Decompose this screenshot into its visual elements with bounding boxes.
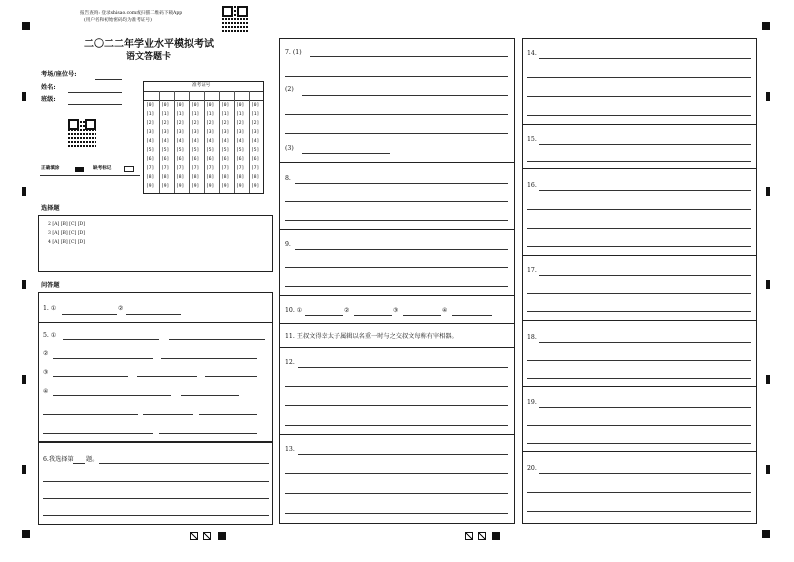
exam-id-digit-bubble[interactable]: [1] bbox=[161, 112, 170, 117]
exam-id-digit-bubble[interactable]: [9] bbox=[161, 184, 170, 189]
exam-id-digit-bubble[interactable]: [7] bbox=[206, 166, 215, 171]
answer-line[interactable] bbox=[527, 360, 751, 361]
exam-id-digit-bubble[interactable]: [4] bbox=[146, 139, 155, 144]
answer-line[interactable] bbox=[199, 414, 257, 415]
page-code-slash-icon bbox=[478, 532, 486, 540]
qa-section-title: 问答题 bbox=[41, 282, 60, 289]
exam-id-digit-bubble[interactable]: [2] bbox=[206, 121, 215, 126]
exam-id-digit-bubble[interactable]: [7] bbox=[146, 166, 155, 171]
q8-label: 8. bbox=[285, 175, 291, 182]
answer-line[interactable] bbox=[527, 96, 751, 97]
page-code-slash-icon bbox=[190, 532, 198, 540]
qr-code-icon bbox=[222, 6, 248, 32]
exam-id-digit-bubble[interactable]: [1] bbox=[191, 112, 200, 117]
answer-box-q12[interactable] bbox=[279, 347, 515, 435]
class-label: 班级: bbox=[41, 96, 56, 103]
exam-id-digit-bubble[interactable]: [4] bbox=[221, 139, 230, 144]
page-code-block bbox=[218, 532, 226, 540]
answer-line[interactable] bbox=[285, 114, 508, 115]
exam-id-digit-bubble[interactable]: [6] bbox=[146, 157, 155, 162]
exam-id-digit-bubble[interactable]: [2] bbox=[251, 121, 260, 126]
answer-line[interactable] bbox=[285, 386, 508, 387]
q5-part4-label: ④ bbox=[43, 388, 49, 395]
answer-box-q5[interactable] bbox=[38, 322, 273, 442]
correct-fill-label: 正确填涂 bbox=[41, 166, 60, 171]
q6-suffix: 题。 bbox=[86, 456, 99, 463]
exam-id-digit-bubble[interactable]: [5] bbox=[191, 148, 200, 153]
answer-box-q1[interactable] bbox=[38, 292, 273, 323]
exam-id-digit-bubble[interactable]: [2] bbox=[146, 121, 155, 126]
q14-label: 14. bbox=[527, 50, 537, 57]
answer-line[interactable] bbox=[159, 433, 257, 434]
page-title: 二〇二二年学业水平模拟考试 bbox=[84, 39, 214, 50]
name-label: 姓名: bbox=[41, 84, 56, 91]
side-mark bbox=[22, 92, 26, 101]
registration-mark bbox=[22, 22, 30, 30]
answer-line[interactable] bbox=[305, 315, 343, 316]
answer-line[interactable] bbox=[354, 315, 392, 316]
q18-label: 18. bbox=[527, 334, 537, 341]
side-mark bbox=[22, 280, 26, 289]
answer-line[interactable] bbox=[53, 395, 171, 396]
exam-id-digit-bubble[interactable]: [3] bbox=[176, 130, 185, 135]
answer-line[interactable] bbox=[43, 515, 269, 516]
q9-label: 9. bbox=[285, 241, 291, 248]
answer-line[interactable] bbox=[539, 342, 751, 343]
answer-line[interactable] bbox=[403, 315, 441, 316]
exam-id-digits[interactable] bbox=[144, 103, 263, 193]
side-mark bbox=[766, 465, 770, 474]
exam-id-digit-bubble[interactable]: [0] bbox=[206, 103, 215, 108]
name-field[interactable] bbox=[68, 92, 122, 93]
room-field[interactable] bbox=[95, 79, 122, 80]
q15-label: 15. bbox=[527, 136, 537, 143]
answer-box-q10[interactable] bbox=[279, 295, 515, 324]
answer-line[interactable] bbox=[285, 405, 508, 406]
answer-box-q15[interactable] bbox=[522, 124, 757, 169]
exam-id-digit-bubble[interactable]: [7] bbox=[221, 166, 230, 171]
q7-label: 7. (1) bbox=[285, 49, 302, 56]
answer-line[interactable] bbox=[527, 511, 751, 512]
exam-id-digit-bubble[interactable]: [2] bbox=[191, 121, 200, 126]
exam-id-digit-bubble[interactable]: [6] bbox=[251, 157, 260, 162]
answer-line[interactable] bbox=[298, 454, 508, 455]
exam-id-digit-bubble[interactable]: [3] bbox=[146, 130, 155, 135]
exam-id-digit-bubble[interactable]: [2] bbox=[161, 121, 170, 126]
answer-line[interactable] bbox=[43, 481, 269, 482]
exam-id-digit-bubble[interactable]: [6] bbox=[191, 157, 200, 162]
answer-line[interactable] bbox=[539, 473, 751, 474]
q17-label: 17. bbox=[527, 267, 537, 274]
exam-id-digit-bubble[interactable]: [2] bbox=[236, 121, 245, 126]
q12-label: 12. bbox=[285, 359, 295, 366]
answer-line[interactable] bbox=[43, 498, 269, 499]
answer-box-q16[interactable] bbox=[522, 168, 757, 256]
room-label: 考场/座位号: bbox=[41, 71, 77, 78]
side-mark bbox=[766, 280, 770, 289]
answer-box-q17[interactable] bbox=[522, 255, 757, 321]
answer-line[interactable] bbox=[126, 314, 181, 315]
choice-box[interactable] bbox=[38, 215, 273, 272]
exam-id-digit-bubble[interactable]: [3] bbox=[161, 130, 170, 135]
answer-line[interactable] bbox=[539, 275, 751, 276]
exam-id-digit-bubble[interactable]: [4] bbox=[251, 139, 260, 144]
exam-id-digit-bubble[interactable]: [0] bbox=[161, 103, 170, 108]
answer-line[interactable] bbox=[285, 133, 508, 134]
q5-label: 5. ① bbox=[43, 332, 57, 339]
side-mark bbox=[766, 187, 770, 196]
answer-line[interactable] bbox=[285, 201, 508, 202]
exam-id-digit-bubble[interactable]: [4] bbox=[191, 139, 200, 144]
answer-line[interactable] bbox=[539, 190, 751, 191]
answer-line[interactable] bbox=[285, 76, 508, 77]
exam-id-digit-bubble[interactable]: [0] bbox=[251, 103, 260, 108]
answer-line[interactable] bbox=[527, 161, 751, 162]
choice-row[interactable]: 4 [A] [B] [C] [D] bbox=[48, 240, 85, 245]
exam-id-grid[interactable] bbox=[143, 81, 264, 194]
answer-line[interactable] bbox=[63, 339, 159, 340]
correct-fill-sample bbox=[75, 167, 84, 172]
header-note-2: (用户名和初始密码均为准考证号) bbox=[84, 18, 152, 23]
exam-id-digit-bubble[interactable]: [4] bbox=[236, 139, 245, 144]
exam-id-digit-bubble[interactable]: [9] bbox=[146, 184, 155, 189]
exam-id-digit-bubble[interactable]: [8] bbox=[176, 175, 185, 180]
exam-id-label: 准考证号 bbox=[192, 83, 211, 88]
answer-line[interactable] bbox=[205, 376, 257, 377]
exam-id-digit-bubble[interactable]: [6] bbox=[221, 157, 230, 162]
answer-line[interactable] bbox=[527, 293, 751, 294]
answer-line[interactable] bbox=[527, 378, 751, 379]
q1-label: 1. ① bbox=[43, 305, 57, 312]
answer-box-q7[interactable] bbox=[279, 38, 515, 163]
exam-id-digit-bubble[interactable]: [3] bbox=[191, 130, 200, 135]
answer-line[interactable] bbox=[285, 286, 508, 287]
exam-id-digit-bubble[interactable]: [7] bbox=[176, 166, 185, 171]
exam-id-digit-bubble[interactable]: [6] bbox=[236, 157, 245, 162]
answer-line[interactable] bbox=[143, 414, 193, 415]
q6-label: 6.我选择第 bbox=[43, 456, 74, 463]
answer-line[interactable] bbox=[181, 395, 239, 396]
answer-line[interactable] bbox=[527, 443, 751, 444]
q5-part2-label: ② bbox=[43, 350, 49, 357]
choice-row[interactable]: 3 [A] [B] [C] [D] bbox=[48, 231, 85, 236]
exam-id-digit-bubble[interactable]: [7] bbox=[236, 166, 245, 171]
answer-line[interactable] bbox=[452, 315, 492, 316]
exam-id-digit-bubble[interactable]: [5] bbox=[206, 148, 215, 153]
absent-checkbox[interactable] bbox=[124, 166, 134, 172]
answer-line[interactable] bbox=[527, 425, 751, 426]
answer-line[interactable] bbox=[539, 407, 751, 408]
answer-box-q13[interactable] bbox=[279, 434, 515, 524]
exam-id-digit-bubble[interactable]: [2] bbox=[176, 121, 185, 126]
answer-line[interactable] bbox=[539, 58, 751, 59]
q20-label: 20. bbox=[527, 465, 537, 472]
exam-id-digit-bubble[interactable]: [0] bbox=[191, 103, 200, 108]
exam-id-digit-bubble[interactable]: [3] bbox=[236, 130, 245, 135]
answer-line[interactable] bbox=[539, 144, 751, 145]
side-mark bbox=[22, 187, 26, 196]
answer-line[interactable] bbox=[285, 220, 508, 221]
answer-line[interactable] bbox=[302, 153, 390, 154]
exam-id-digit-bubble[interactable]: [9] bbox=[251, 184, 260, 189]
exam-id-digit-bubble[interactable]: [3] bbox=[221, 130, 230, 135]
header-note-1: 报告查询: 登录shisao.com或扫描二维码下载App bbox=[80, 11, 183, 16]
exam-id-digit-bubble[interactable]: [8] bbox=[146, 175, 155, 180]
page-code-slash-icon bbox=[203, 532, 211, 540]
exam-id-digit-bubble[interactable]: [7] bbox=[191, 166, 200, 171]
exam-id-digit-bubble[interactable]: [5] bbox=[236, 148, 245, 153]
q16-label: 16. bbox=[527, 182, 537, 189]
absent-label: 缺考标记 bbox=[93, 166, 112, 171]
answer-line[interactable] bbox=[53, 358, 153, 359]
answer-line[interactable] bbox=[527, 228, 751, 229]
exam-id-digit-bubble[interactable]: [0] bbox=[146, 103, 155, 108]
q7-part2-label: (2) bbox=[285, 86, 294, 93]
exam-id-digit-bubble[interactable]: [1] bbox=[251, 112, 260, 117]
exam-id-digit-bubble[interactable]: [5] bbox=[176, 148, 185, 153]
exam-id-digit-bubble[interactable]: [4] bbox=[206, 139, 215, 144]
answer-line[interactable] bbox=[62, 314, 117, 315]
exam-id-digit-bubble[interactable]: [1] bbox=[176, 112, 185, 117]
q10-part4-label: ④ bbox=[442, 307, 448, 314]
exam-id-digit-bubble[interactable]: [6] bbox=[161, 157, 170, 162]
q7-part3-label: (3) bbox=[285, 145, 294, 152]
exam-id-digit-bubble[interactable]: [8] bbox=[206, 175, 215, 180]
answer-line[interactable] bbox=[43, 414, 138, 415]
exam-id-digit-bubble[interactable]: [0] bbox=[176, 103, 185, 108]
exam-id-digit-bubble[interactable]: [4] bbox=[176, 139, 185, 144]
exam-id-digit-bubble[interactable]: [7] bbox=[251, 166, 260, 171]
answer-box-q19[interactable] bbox=[522, 386, 757, 452]
answer-line[interactable] bbox=[285, 513, 508, 514]
answer-line[interactable] bbox=[285, 493, 508, 494]
exam-id-digit-bubble[interactable]: [1] bbox=[146, 112, 155, 117]
side-mark bbox=[22, 375, 26, 384]
q10-label: 10. ① bbox=[285, 307, 303, 314]
side-mark bbox=[766, 375, 770, 384]
q11-label: 11. 王叔文得幸太子属辑以名重一时与之交叔文每称有宰相器。 bbox=[285, 333, 458, 340]
q1-part2-label: ② bbox=[118, 305, 124, 312]
exam-id-digit-bubble[interactable]: [9] bbox=[191, 184, 200, 189]
exam-id-digit-bubble[interactable]: [5] bbox=[146, 148, 155, 153]
answer-line[interactable] bbox=[43, 433, 153, 434]
answer-line[interactable] bbox=[137, 376, 197, 377]
exam-id-digit-bubble[interactable]: [3] bbox=[206, 130, 215, 135]
answer-line[interactable] bbox=[285, 473, 508, 474]
answer-line[interactable] bbox=[527, 492, 751, 493]
answer-line[interactable] bbox=[302, 95, 508, 96]
exam-id-digit-bubble[interactable]: [0] bbox=[221, 103, 230, 108]
answer-box-q6[interactable] bbox=[38, 442, 273, 525]
q19-label: 19. bbox=[527, 399, 537, 406]
answer-box-q11[interactable] bbox=[279, 323, 515, 348]
exam-id-digit-bubble[interactable]: [9] bbox=[236, 184, 245, 189]
answer-line[interactable] bbox=[99, 463, 269, 464]
side-mark bbox=[766, 92, 770, 101]
exam-id-digit-bubble[interactable]: [8] bbox=[161, 175, 170, 180]
q5-part3-label: ③ bbox=[43, 369, 49, 376]
exam-id-digit-bubble[interactable]: [8] bbox=[251, 175, 260, 180]
registration-mark bbox=[762, 22, 770, 30]
answer-line[interactable] bbox=[161, 358, 257, 359]
answer-line[interactable] bbox=[527, 209, 751, 210]
side-mark bbox=[22, 465, 26, 474]
exam-id-digit-bubble[interactable]: [1] bbox=[221, 112, 230, 117]
exam-id-digit-bubble[interactable]: [9] bbox=[221, 184, 230, 189]
answer-line[interactable] bbox=[295, 249, 508, 250]
answer-line[interactable] bbox=[285, 425, 508, 426]
exam-id-digit-bubble[interactable]: [1] bbox=[206, 112, 215, 117]
exam-id-digit-bubble[interactable]: [9] bbox=[176, 184, 185, 189]
exam-id-digit-bubble[interactable]: [9] bbox=[206, 184, 215, 189]
answer-box-q9[interactable] bbox=[279, 229, 515, 296]
q13-label: 13. bbox=[285, 446, 295, 453]
exam-id-digit-bubble[interactable]: [6] bbox=[206, 157, 215, 162]
exam-id-digit-bubble[interactable]: [8] bbox=[221, 175, 230, 180]
answer-line[interactable] bbox=[310, 56, 508, 57]
answer-line[interactable] bbox=[285, 267, 508, 268]
registration-mark bbox=[22, 530, 30, 538]
q10-part2-label: ② bbox=[344, 307, 350, 314]
exam-id-digit-bubble[interactable]: [2] bbox=[221, 121, 230, 126]
answer-line[interactable] bbox=[169, 339, 265, 340]
exam-id-digit-bubble[interactable]: [5] bbox=[161, 148, 170, 153]
registration-mark bbox=[762, 530, 770, 538]
answer-box-q14[interactable] bbox=[522, 38, 757, 125]
answer-box-q8[interactable] bbox=[279, 162, 515, 230]
page-subtitle: 语文答题卡 bbox=[126, 52, 172, 62]
answer-line[interactable] bbox=[73, 463, 85, 464]
answer-box-q18[interactable] bbox=[522, 320, 757, 387]
q10-part3-label: ③ bbox=[393, 307, 399, 314]
answer-line[interactable] bbox=[298, 367, 508, 368]
exam-id-digit-bubble[interactable]: [7] bbox=[161, 166, 170, 171]
answer-line[interactable] bbox=[53, 376, 128, 377]
class-field[interactable] bbox=[68, 104, 122, 105]
exam-id-digit-bubble[interactable]: [8] bbox=[191, 175, 200, 180]
answer-line[interactable] bbox=[527, 311, 751, 312]
answer-line[interactable] bbox=[527, 115, 751, 116]
exam-id-digit-bubble[interactable]: [0] bbox=[236, 103, 245, 108]
exam-id-digit-bubble[interactable]: [6] bbox=[176, 157, 185, 162]
page-code-block bbox=[492, 532, 500, 540]
qr-code-icon bbox=[68, 119, 96, 147]
exam-id-digit-bubble[interactable]: [1] bbox=[236, 112, 245, 117]
choice-section-title: 选择题 bbox=[41, 205, 60, 212]
exam-id-digit-bubble[interactable]: [5] bbox=[221, 148, 230, 153]
exam-id-digit-bubble[interactable]: [3] bbox=[251, 130, 260, 135]
answer-line[interactable] bbox=[527, 77, 751, 78]
exam-id-digit-bubble[interactable]: [8] bbox=[236, 175, 245, 180]
answer-line[interactable] bbox=[295, 183, 508, 184]
choice-row[interactable]: 2 [A] [B] [C] [D] bbox=[48, 222, 85, 227]
divider bbox=[40, 175, 140, 176]
answer-line[interactable] bbox=[527, 246, 751, 247]
exam-id-digit-bubble[interactable]: [5] bbox=[251, 148, 260, 153]
answer-box-q20[interactable] bbox=[522, 451, 757, 524]
exam-id-digit-bubble[interactable]: [4] bbox=[161, 139, 170, 144]
page-code-slash-icon bbox=[465, 532, 473, 540]
